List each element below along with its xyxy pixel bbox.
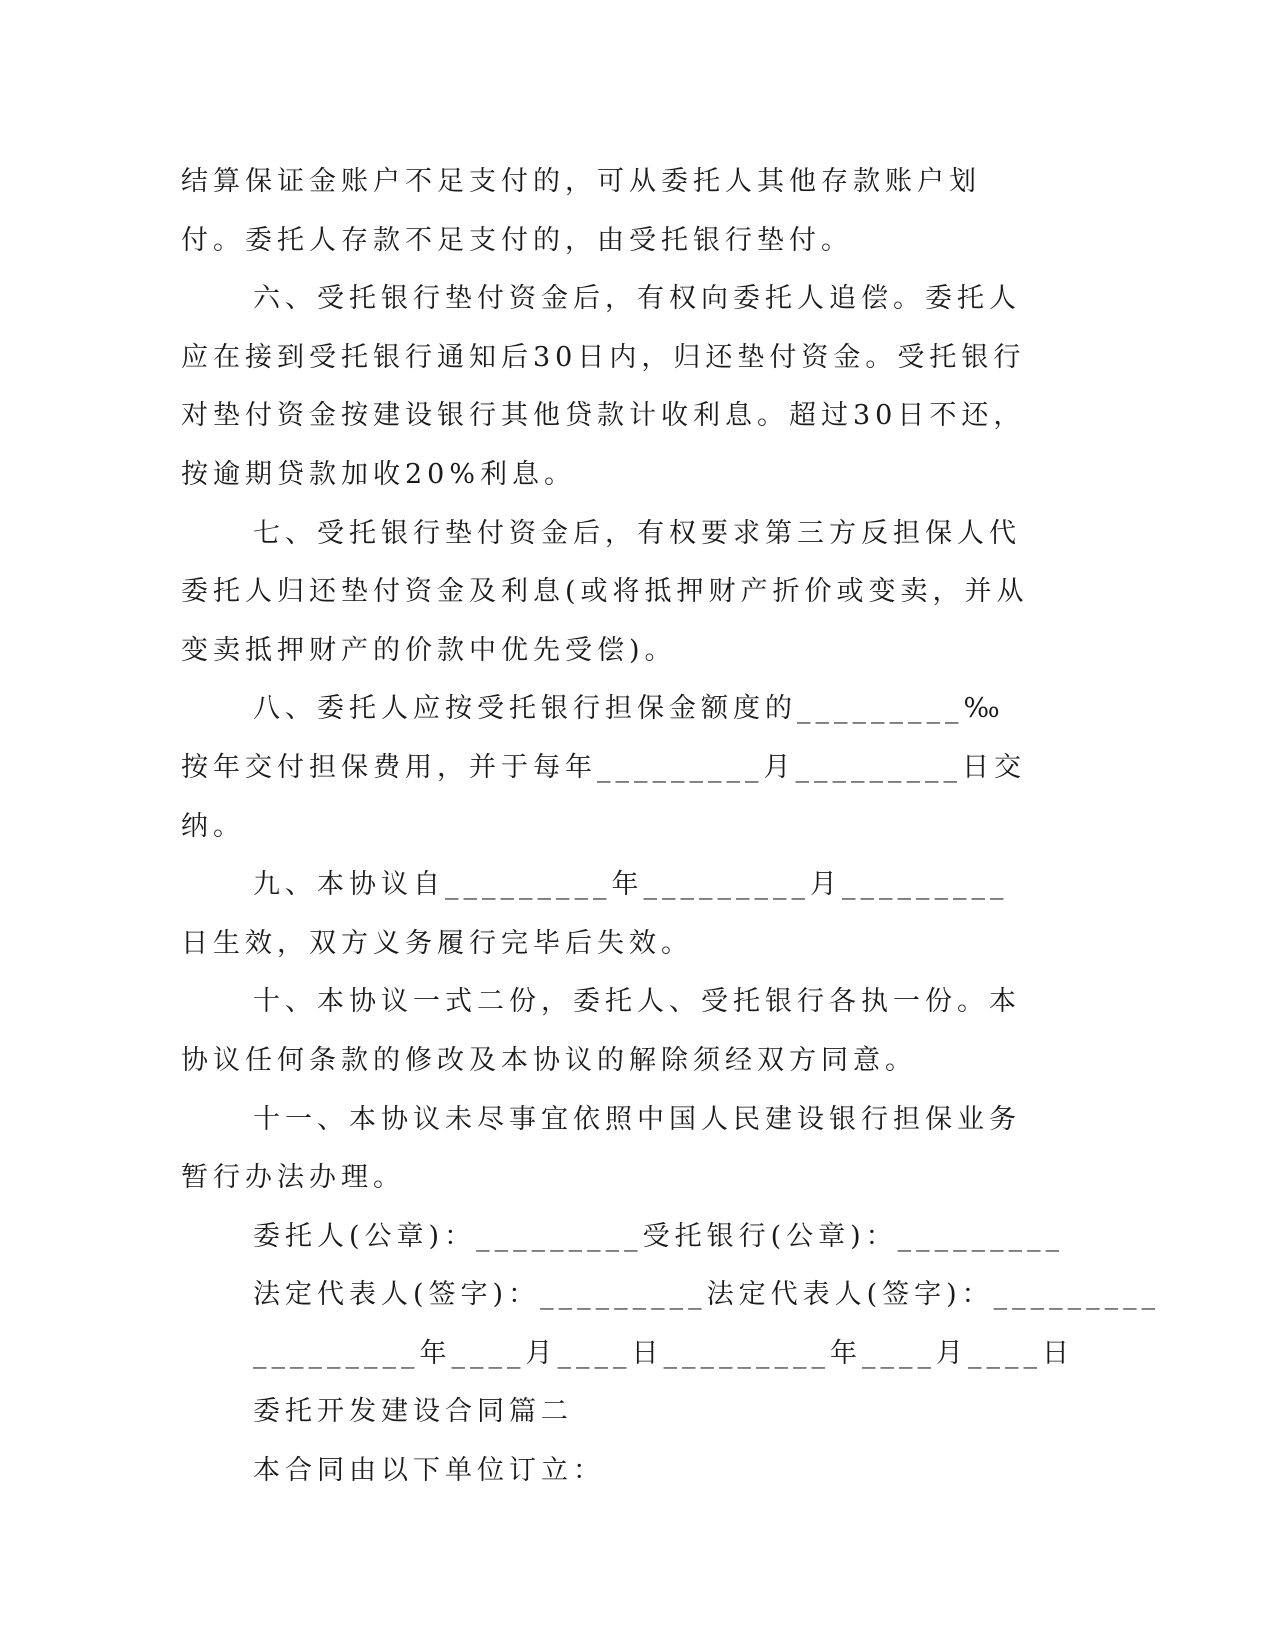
paragraph-clause-10: 十、本协议一式二份，委托人、受托银行各执一份。本协议任何条款的修改及本协议的解除须经双方同意。	[181, 986, 1021, 1076]
paragraph-clause-9: 九、本协议自_________年_________月_________日生效，双方义务履行完毕后失效。	[181, 869, 1009, 959]
signature-date-text: _________年____月____日_________年____月____日	[253, 1337, 1074, 1369]
contract-intro-text: 本合同由以下单位订立：	[253, 1455, 605, 1487]
contract-intro-line	[181, 1442, 1031, 1501]
paragraph-clause-5-continued: 结算保证金账户不足支付的，可从委托人其他存款账户划付。委托人存款不足支付的，由受托银行垫付。	[181, 166, 981, 256]
signature-representative-text: 法定代表人(签字)：_________法定代表人(签字)：_________	[253, 1279, 1161, 1311]
signature-seal-line	[181, 1208, 1065, 1267]
signature-date-line	[181, 1325, 1074, 1384]
paragraph-clause-11: 十一、本协议未尽事宜依照中国人民建设银行担保业务暂行办法办理。	[181, 1103, 1021, 1194]
paragraph-clause-6: 六、受托银行垫付资金后，有权向委托人追偿。委托人应在接到受托银行通知后30日内，归还垫付资金。受托银行对垫付资金按建设银行其他贷款计收利息。超过30日不还，按逾期贷款加收20%利息。	[181, 283, 1026, 490]
document-body	[181, 153, 1161, 1501]
signature-representative-line	[181, 1266, 1161, 1325]
paragraph-clause-7: 七、受托银行垫付资金后，有权要求第三方反担保人代委托人归还垫付资金及利息(或将抵押财产折价或变卖，并从变卖抵押财产的价款中优先受偿)。	[181, 517, 1029, 666]
signature-seal-text: 委托人(公章)：_________受托银行(公章)：_________	[253, 1220, 1065, 1252]
section-title	[181, 1383, 1031, 1442]
paragraph-clause-8: 八、委托人应按受托银行担保金额度的_________‰按年交付担保费用，并于每年_________月_________日交纳。	[181, 693, 1026, 842]
section-title-text: 委托开发建设合同篇二	[253, 1396, 573, 1428]
